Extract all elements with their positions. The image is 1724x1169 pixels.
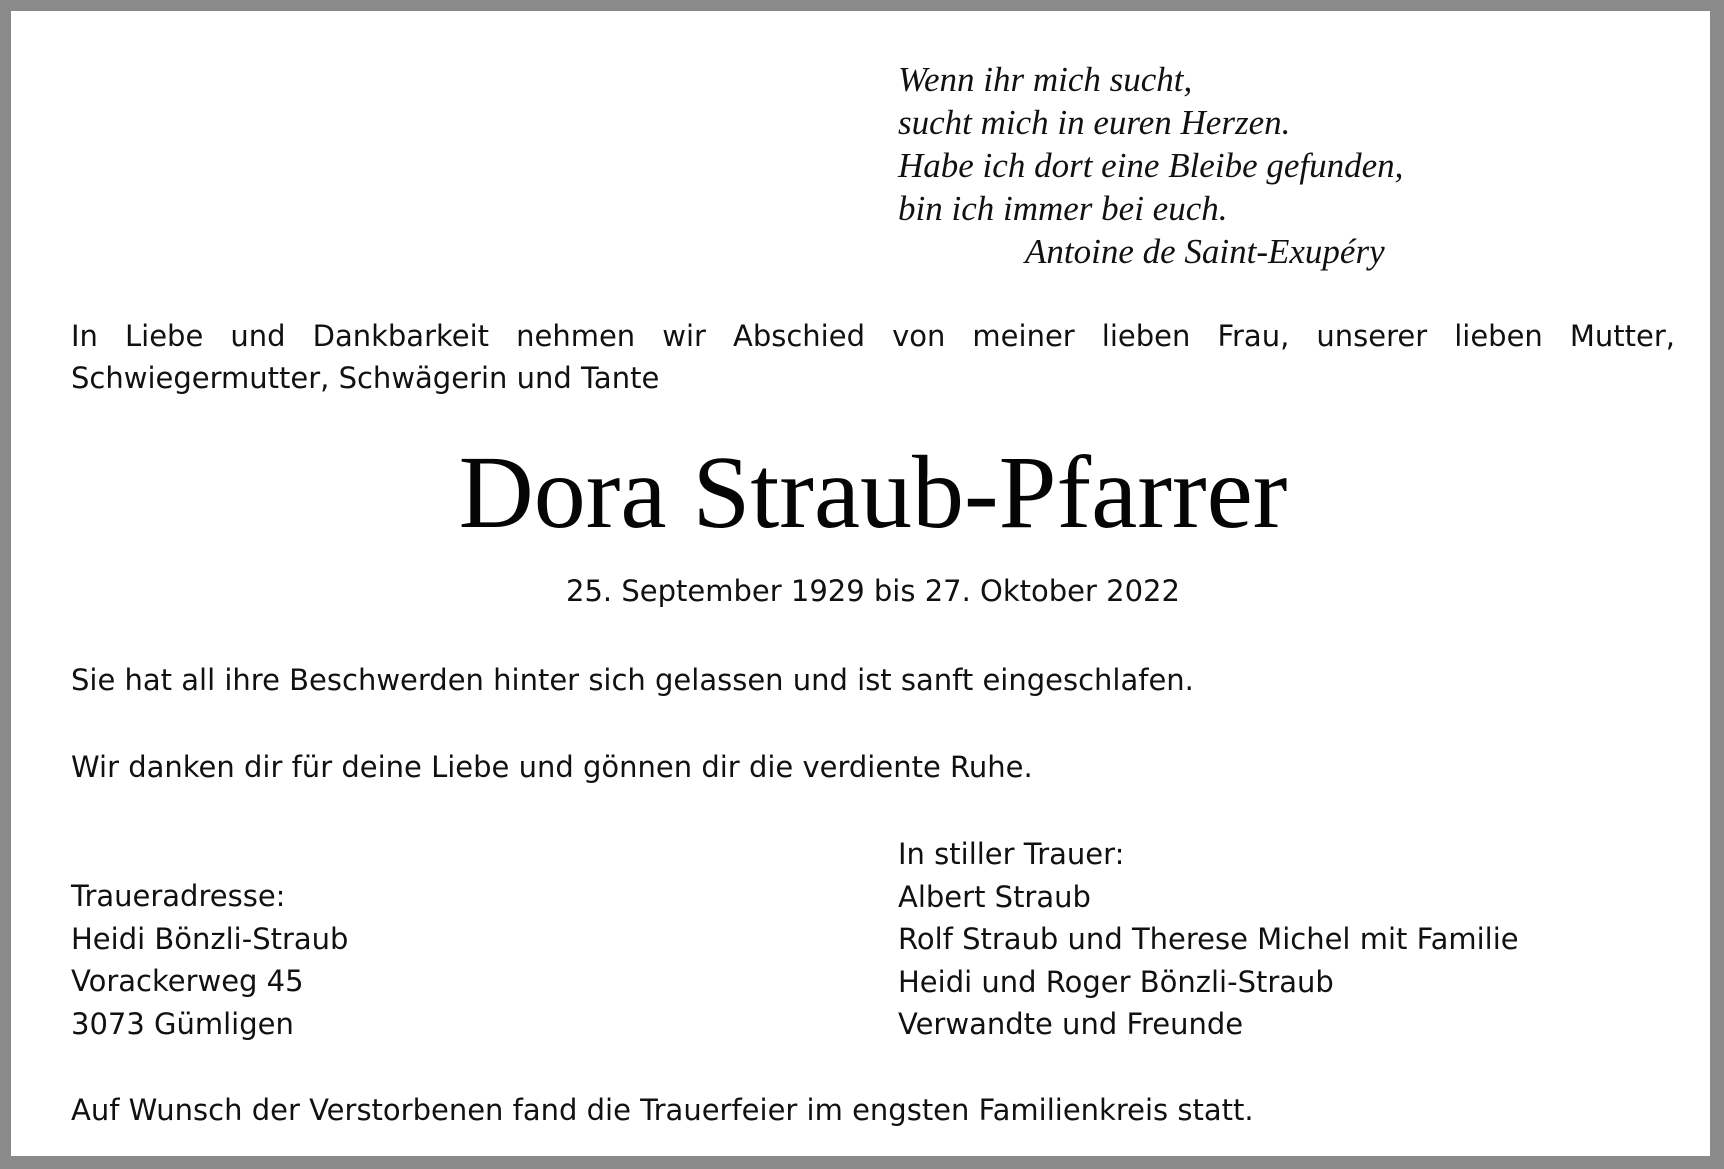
- deceased-name: Dora Straub-Pfarrer: [458, 435, 1288, 550]
- mourner-entry: Albert Straub: [898, 879, 1091, 914]
- life-dates: 25. September 1929 bis 27. Oktober 2022: [566, 574, 1180, 608]
- poem-line: Habe ich dort eine Bleibe gefunden,: [898, 146, 1404, 185]
- body-line-2: Wir danken dir für deine Liebe und gönnen dir die verdiente Ruhe.: [71, 750, 1033, 784]
- address-name: Heidi Bönzli-Straub: [71, 921, 349, 956]
- mourner-entry: Heidi und Roger Bönzli-Straub: [898, 964, 1334, 999]
- mourning-address: [71, 875, 348, 1045]
- mourner-entry: Verwandte und Freunde: [898, 1007, 1244, 1041]
- mourners-list: [898, 833, 1519, 1046]
- mourners-label: In stiller Trauer:: [898, 837, 1125, 871]
- poem-author: Antoine de Saint-Exupéry: [1025, 232, 1385, 271]
- poem-line: Wenn ihr mich sucht,: [898, 60, 1193, 99]
- intro-text: In Liebe und Dankbarkeit nehmen wir Abschied von meiner lieben Frau, unserer lieben Mutter, Schwiegermutter, Schwägerin und Tante: [71, 319, 1675, 395]
- poem-block: [898, 58, 1403, 273]
- body-line-1: Sie hat all ihre Beschwerden hinter sich gelassen und ist sanft eingeschlafen.: [71, 663, 1194, 697]
- address-city: 3073 Gümligen: [71, 1006, 294, 1041]
- footer-note: Auf Wunsch der Verstorbenen fand die Trauerfeier im engsten Familienkreis statt.: [71, 1093, 1254, 1127]
- poem-line: sucht mich in euren Herzen.: [898, 103, 1291, 142]
- mourner-entry: Rolf Straub und Therese Michel mit Familie: [898, 922, 1519, 956]
- poem-line: bin ich immer bei euch.: [898, 189, 1228, 228]
- address-label: Traueradresse:: [71, 879, 286, 913]
- address-street: Vorackerweg 45: [71, 964, 304, 998]
